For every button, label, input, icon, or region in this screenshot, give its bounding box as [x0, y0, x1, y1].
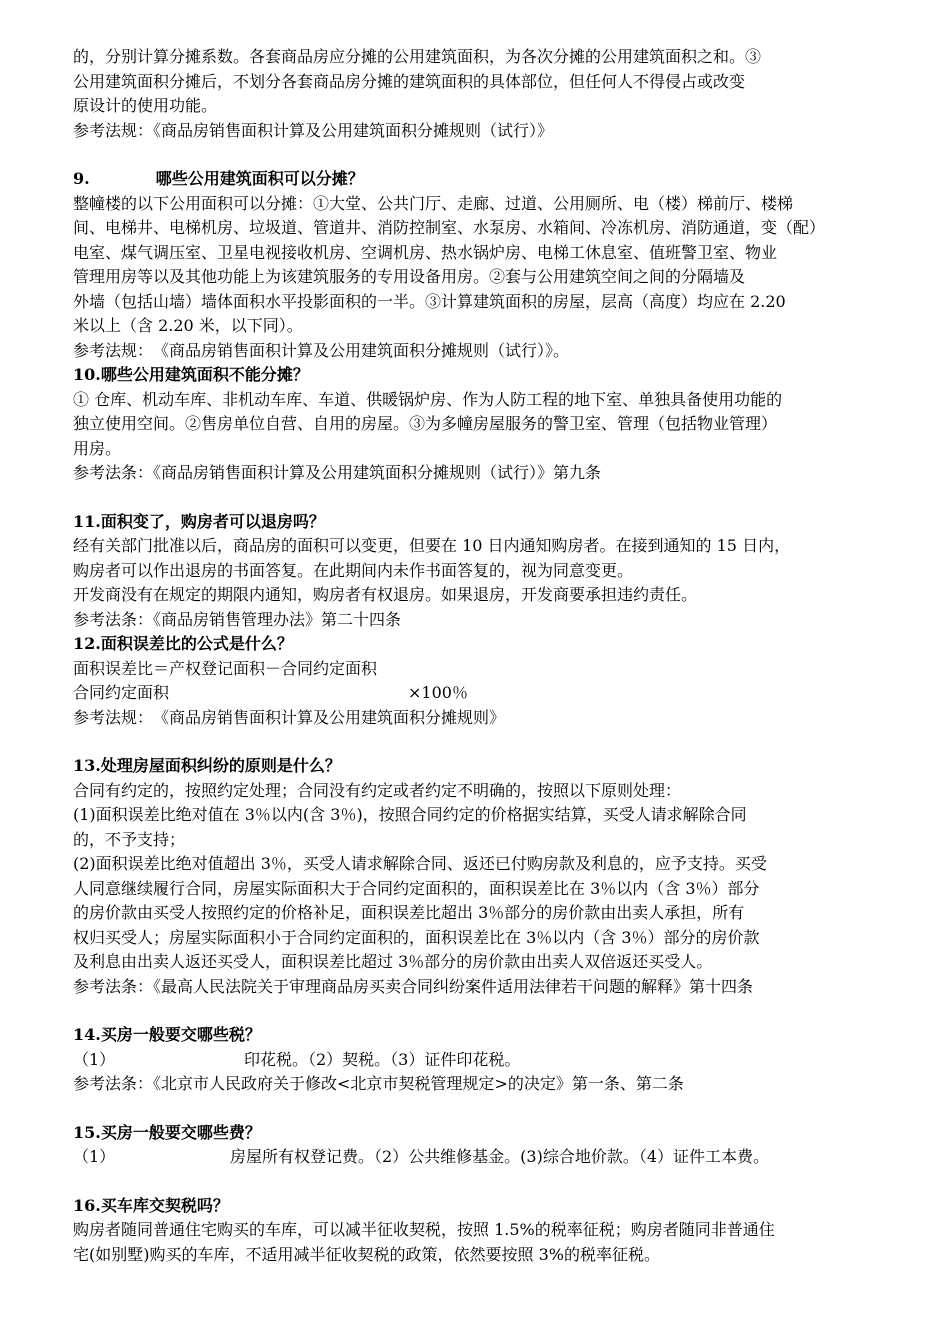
paragraph-line: (2)面积误差比绝对值超出 3％，买受人请求解除合同、返还已付购房款及利息的，应予支持。买受: [73, 854, 767, 873]
fee-list-line: [73, 1145, 883, 1170]
list-item-text: 印花税。（2）契税。（3）证件印花税。: [244, 1049, 521, 1069]
section-heading: 11.面积变了，购房者可以退房吗？: [73, 511, 325, 531]
section-number: 9.: [73, 169, 90, 188]
section-12: [73, 632, 883, 730]
section-10: [73, 363, 883, 486]
section-9: [73, 167, 883, 363]
paragraph-line: 及利息由出卖人返还买受人，面积误差比超过 3％部分的房价款由出卖人双倍返还买受人。: [73, 952, 713, 971]
paragraph-line: 开发商没有在规定的期限内通知，购房者有权退房。如果退房，开发商要承担违约责任。: [73, 585, 698, 604]
section-15: [73, 1121, 883, 1170]
paragraph-line: ① 仓库、机动车库、非机动车库、车道、供暖锅炉房、作为人防工程的地下室、单独具备使用功能的: [73, 389, 783, 409]
formula-numerator: 面积误差比＝产权登记面积－合同约定面积: [73, 658, 378, 678]
list-item-text: 房屋所有权登记费。（2）公共维修基金。(3)综合地价款。（4）证件工本费。: [230, 1147, 770, 1166]
tax-list-line: [73, 1048, 883, 1073]
reference-line: 参考法条：《最高人民法院关于审理商品房买卖合同纠纷案件适用法律若干问题的解释》第十四条: [73, 976, 754, 996]
paragraph-line: 间、电梯井、电梯机房、垃圾道、管道井、消防控制室、水泵房、水箱间、冷冻机房、消防通道，变（配）: [73, 218, 826, 237]
section-14: [73, 1023, 883, 1097]
paragraph-line: 购房者随同普通住宅购买的车库，可以减半征收契税，按照 1.5%的税率征税；购房者随同非普通住: [73, 1220, 775, 1239]
paragraph-line: 电室、煤气调压室、卫星电视接收机房、空调机房、热水锅炉房、电梯工休息室、值班警卫室、物业: [73, 242, 778, 262]
document-page: [73, 45, 883, 1267]
list-item-number: （1）: [73, 1147, 116, 1166]
paragraph-line: (1)面积误差比绝对值在 3％以内(含 3％)，按照合同约定的价格据实结算，买受人请求解除合同: [73, 805, 747, 824]
reference-line: 参考法规： 《商品房销售面积计算及公用建筑面积分摊规则》: [73, 707, 506, 727]
paragraph-line: 的，分别计算分摊系数。各套商品房应分摊的公用建筑面积，为各次分摊的公用建筑面积之和。③: [73, 47, 762, 66]
section-heading: 15.买房一般要交哪些费？: [73, 1122, 261, 1142]
paragraph-line: 人同意继续履行合同，房屋实际面积大于合同约定面积的，面积误差比在 3％以内（含 3％）部分: [73, 878, 760, 898]
section-title: 哪些公用建筑面积可以分摊？: [155, 169, 364, 188]
paragraph-line: 宅(如别墅)购买的车库，不适用减半征收契税的政策，依然要按照 3%的税率征税。: [73, 1244, 660, 1264]
section-heading: [73, 167, 883, 192]
paragraph-line: 用房。: [73, 438, 122, 458]
paragraph-line: 的，不予支持；: [73, 829, 186, 849]
section-heading: 12.面积误差比的公式是什么？: [73, 634, 293, 653]
paragraph-line: 外墙（包括山墙）墙体面积水平投影面积的一半。③计算建筑面积的房屋，层高（高度）均应在 2.20: [73, 291, 786, 311]
paragraph-line: 经有关部门批准以后，商品房的面积可以变更，但要在 10 日内通知购房者。在接到通知的 15 日内，: [73, 536, 791, 555]
paragraph-line: 权归买受人；房屋实际面积小于合同约定面积的，面积误差比在 3％以内（含 3％）部分的房价款: [73, 927, 760, 947]
section-heading: 16.买车库交契税吗？: [73, 1195, 229, 1215]
paragraph-line: 米以上（含 2.20 米，以下同）。: [73, 316, 303, 335]
section-heading: 14.买房一般要交哪些税？: [73, 1025, 261, 1044]
list-item-number: （1）: [73, 1049, 116, 1069]
section-16: [73, 1194, 883, 1268]
reference-line: 参考法规： 《商品房销售面积计算及公用建筑面积分摊规则（试行）》。: [73, 340, 570, 360]
paragraph-line: 合同有约定的，按照约定处理；合同没有约定或者约定不明确的，按照以下原则处理：: [73, 780, 682, 800]
paragraph-line: 整幢楼的以下公用面积可以分摊：①大堂、公共门厅、走廊、过道、公用厕所、电（楼）梯前厅、楼梯: [73, 193, 794, 213]
section-heading: 10.哪些公用建筑面积不能分摊？: [73, 365, 309, 384]
paragraph-line: 独立使用空间。②售房单位自营、自用的房屋。③为多幢房屋服务的警卫室、管理（包括物业管理）: [73, 414, 778, 433]
section-13: [73, 754, 883, 999]
paragraph-line: 的房价款由买受人按照约定的价格补足，面积误差比超出 3％部分的房价款由出卖人承担，所有: [73, 903, 745, 922]
reference-line: 参考法条：《商品房销售管理办法》第二十四条: [73, 609, 402, 629]
section-11: [73, 510, 883, 633]
formula-multiplier: ×100％: [408, 683, 468, 702]
paragraph-line: 原设计的使用功能。: [73, 96, 218, 115]
section-heading: 13.处理房屋面积纠纷的原则是什么？: [73, 756, 341, 775]
section-8-continuation: [73, 45, 883, 143]
paragraph-line: 购房者可以作出退房的书面答复。在此期间内未作书面答复的，视为同意变更。: [73, 560, 634, 580]
paragraph-line: 公用建筑面积分摊后，不划分各套商品房分摊的建筑面积的具体部位，但任何人不得侵占或改变: [73, 71, 746, 91]
reference-line: 参考法条：《北京市人民政府关于修改<北京市契税管理规定>的决定》第一条、第二条: [73, 1074, 684, 1093]
reference-line: 参考法条：《商品房销售面积计算及公用建筑面积分摊规则（试行）》第九条: [73, 463, 602, 482]
formula-denominator-line: [73, 681, 883, 706]
reference-line: 参考法规：《商品房销售面积计算及公用建筑面积分摊规则（试行）》: [73, 120, 554, 140]
paragraph-line: 管理用房等以及其他功能上为该建筑服务的专用设备用房。②套与公用建筑空间之间的分隔墙及: [73, 267, 746, 286]
formula-denominator: 合同约定面积: [73, 683, 170, 702]
